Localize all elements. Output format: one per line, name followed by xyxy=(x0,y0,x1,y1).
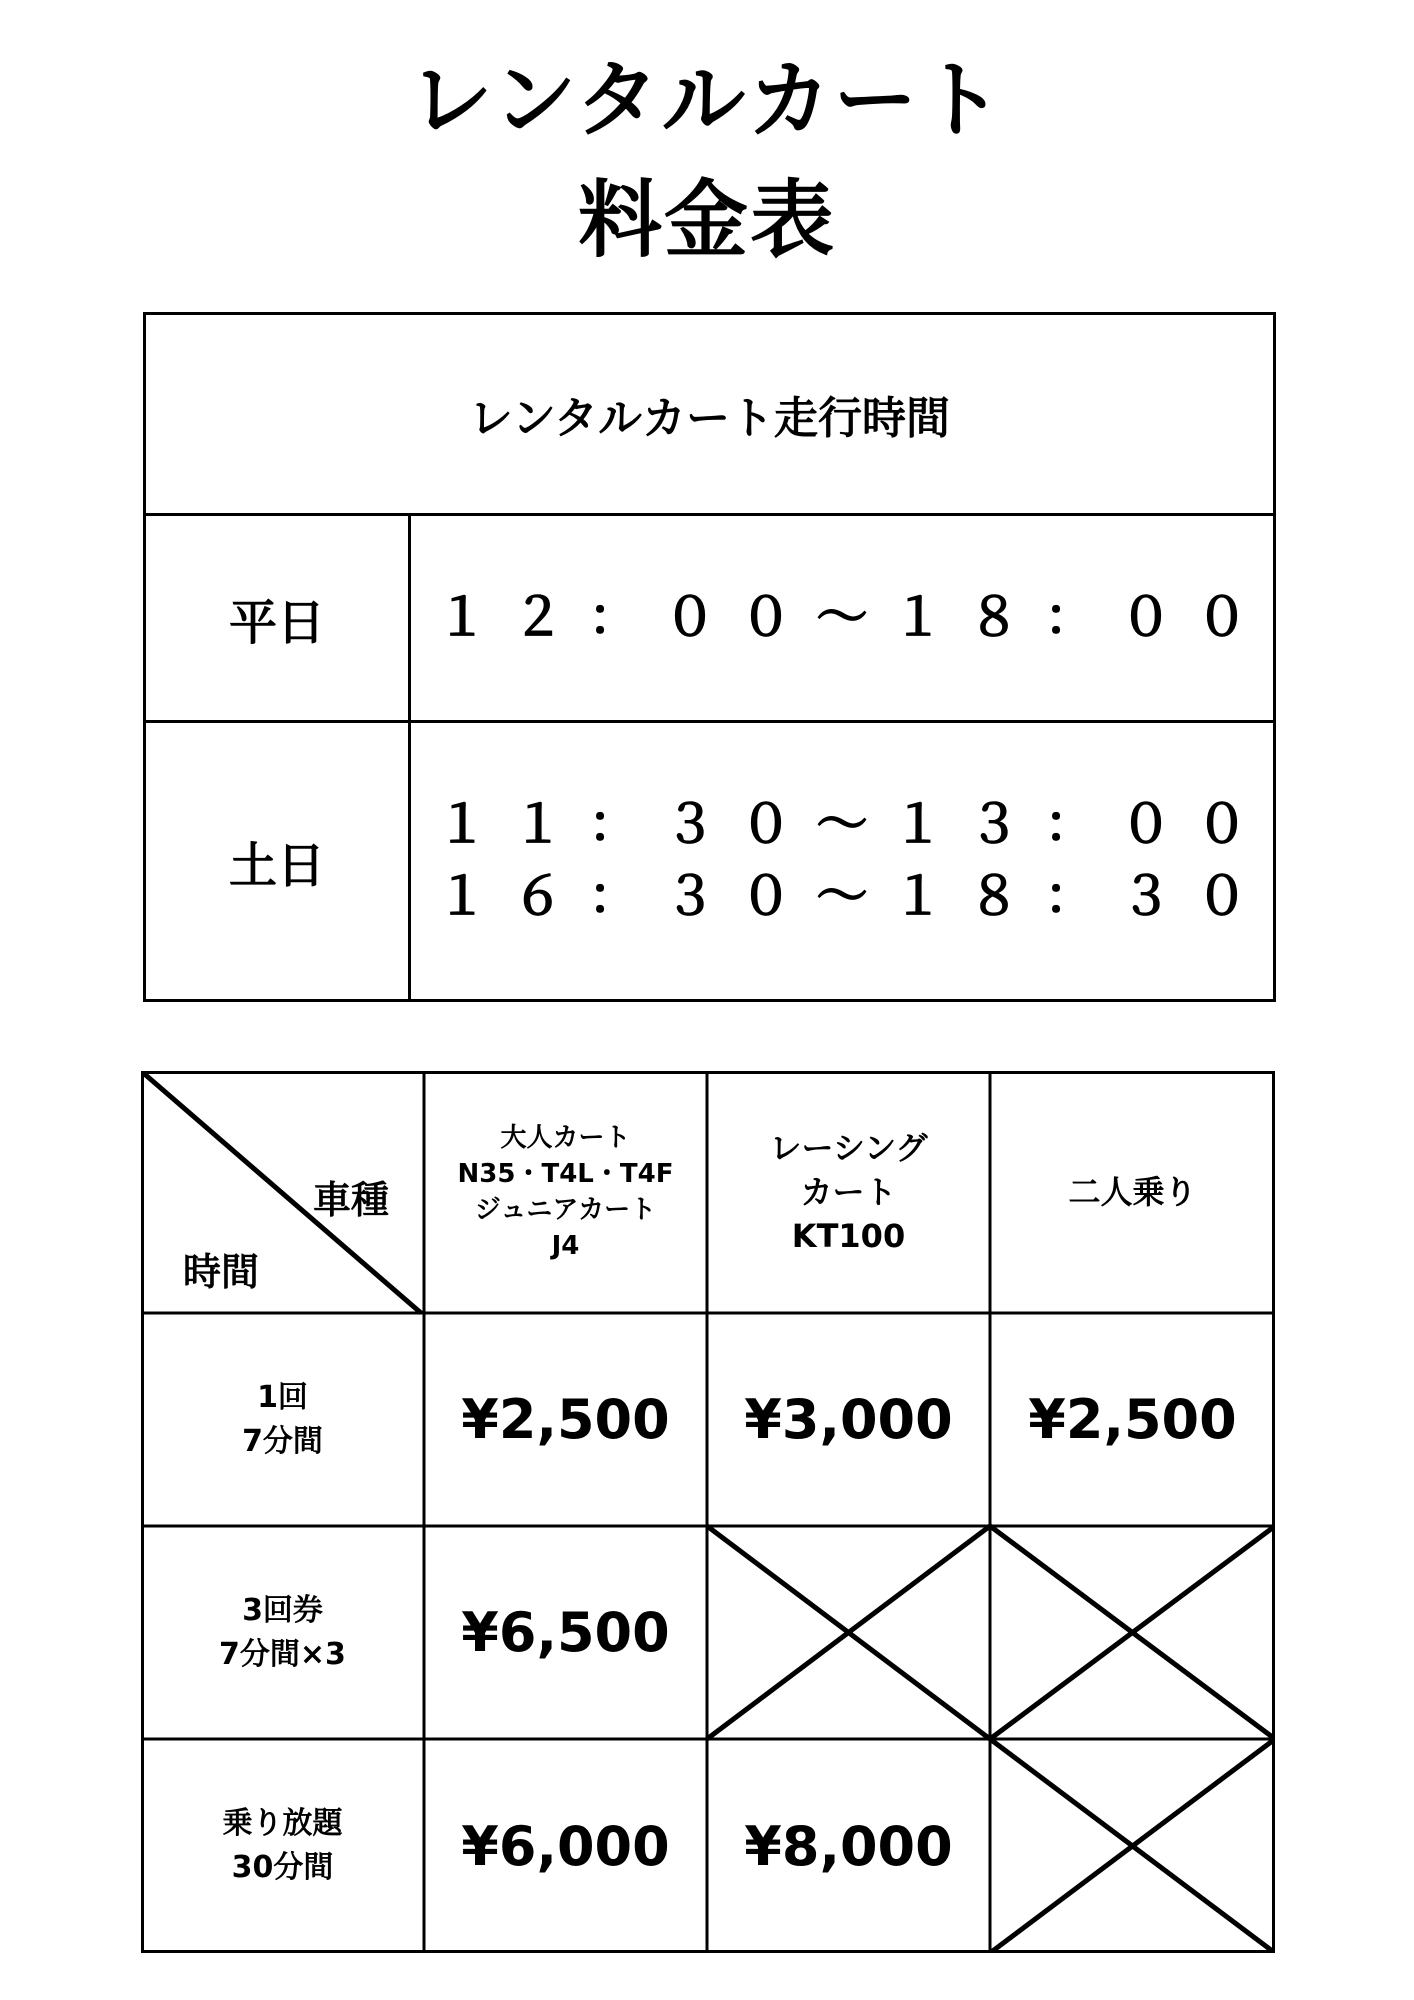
weekend-hours-line-1: １１：３０～１３：００ xyxy=(435,795,1272,855)
column-header-line: ジュニアカート xyxy=(474,1195,657,1225)
row-header-line: 乗り放題 xyxy=(222,1806,343,1841)
weekend-label: 土日 xyxy=(228,837,325,894)
price-cell: ¥8,000 xyxy=(744,1814,953,1878)
page-title-line1: レンタルカート xyxy=(408,51,1006,149)
row-header-unlimited xyxy=(141,1739,424,1953)
row-header-line: 7分間 xyxy=(242,1423,323,1459)
weekday-label: 平日 xyxy=(228,594,325,651)
column-header-line: レーシング xyxy=(769,1129,928,1167)
weekend-hours xyxy=(411,723,1273,999)
row-header-line: 3回券 xyxy=(242,1592,323,1628)
column-header-line: 大人カート xyxy=(500,1123,631,1153)
corner-label-vehicle: 車種 xyxy=(313,1178,390,1222)
column-header-tandem xyxy=(990,1071,1275,1313)
price-cell: ¥3,000 xyxy=(744,1388,953,1451)
price-cell: ¥6,500 xyxy=(461,1601,670,1664)
page-title-line2: 料金表 xyxy=(577,171,836,269)
schedule-table xyxy=(143,312,1276,1002)
price-table xyxy=(141,1071,1275,1953)
column-header-line: 二人乗り xyxy=(1068,1173,1197,1211)
corner-label-time: 時間 xyxy=(183,1250,260,1294)
row-header-line: 7分間×3 xyxy=(219,1636,346,1672)
schedule-header: レンタルカート走行時間 xyxy=(468,393,951,444)
price-cell: ¥6,000 xyxy=(461,1814,670,1878)
price-cell: ¥2,500 xyxy=(461,1388,670,1451)
column-header-line: KT100 xyxy=(791,1217,906,1255)
column-header-adult-kart xyxy=(424,1071,707,1313)
row-header-line: 1回 xyxy=(257,1379,308,1415)
weekday-hours-line: １２：００～１８：００ xyxy=(435,588,1272,648)
row-header-line: 30分間 xyxy=(231,1850,334,1885)
column-header-line: カート xyxy=(800,1173,897,1211)
price-cell: ¥2,500 xyxy=(1028,1388,1237,1451)
weekend-hours-line-2: １６：３０～１８：３０ xyxy=(435,867,1272,927)
column-header-line: J4 xyxy=(551,1231,580,1261)
row-header-three-pack xyxy=(141,1526,424,1739)
weekday-hours xyxy=(411,516,1273,720)
row-header-single xyxy=(141,1313,424,1526)
column-header-line: N35・T4L・T4F xyxy=(457,1159,674,1189)
column-header-racing-kart xyxy=(707,1071,990,1313)
